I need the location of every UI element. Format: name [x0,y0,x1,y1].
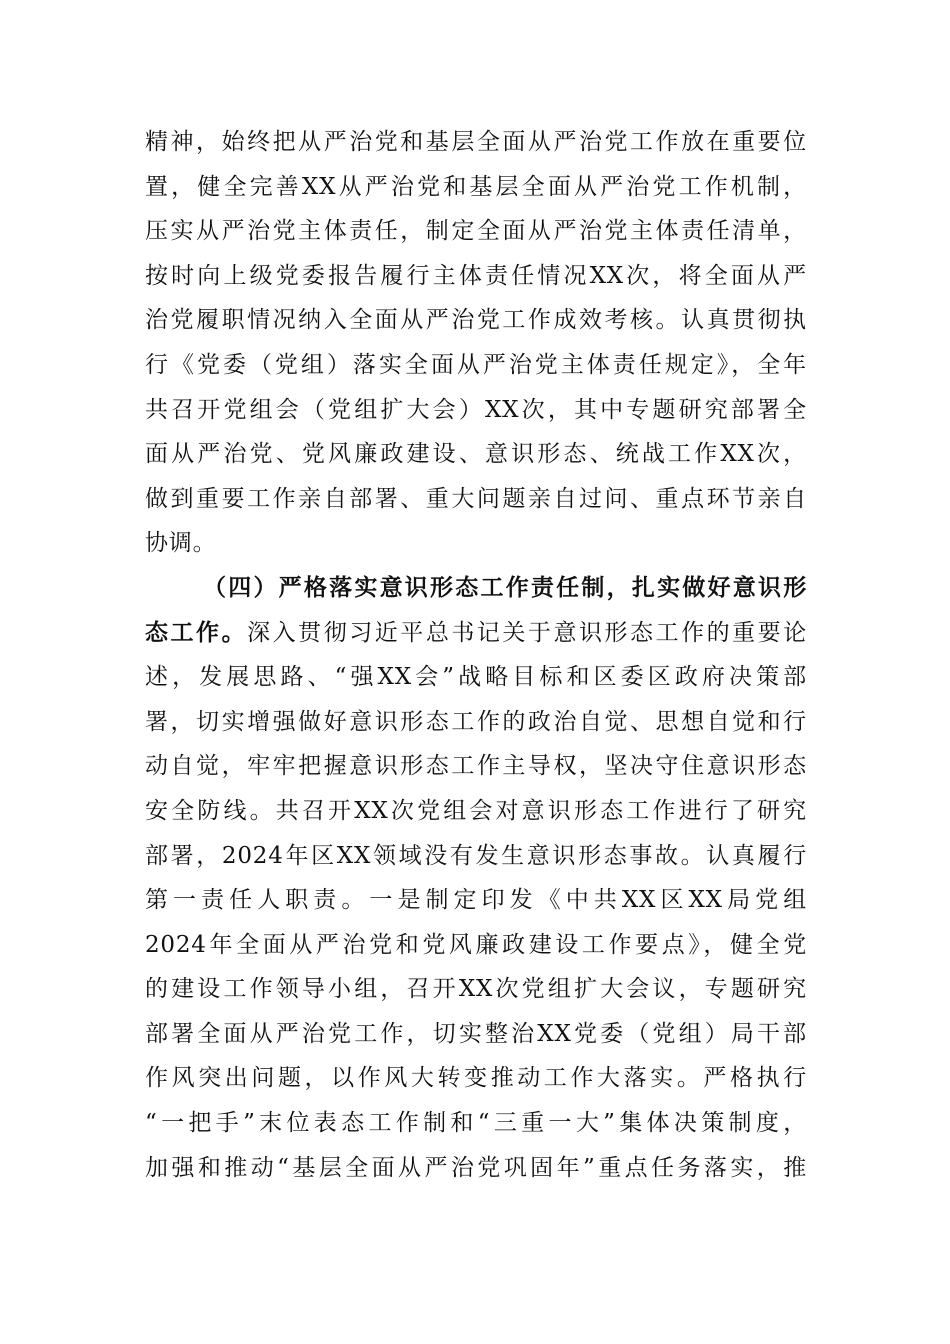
text-line: 部署全面从严治党工作，切实整治XX党委（党组）局干部 [145,1020,807,1047]
text-line: 压实从严治党主体责任，制定全面从严治党主体责任清单， [145,218,807,245]
text-line: 署，切实增强做好意识形态工作的政治自觉、思想自觉和行 [145,708,807,735]
text-line: 行《党委（党组）落实全面从严治党主体责任规定》，全年 [145,351,807,378]
document-body [145,120,807,1190]
text-line: 第一责任人职责。一是制定印发《中共XX区XX局党组 [145,887,807,914]
text-line: 面从严治党、党风廉政建设、意识形态、统战工作XX次， [145,441,807,468]
text-line: 置，健全完善XX从严治党和基层全面从严治党工作机制， [145,173,807,200]
text-line: 作风突出问题，以作风大转变推动工作大落实。严格执行 [145,1065,807,1092]
text-line: 述，发展思路、“强XX会”战略目标和区委区政府决策部 [145,664,807,691]
text-line: 协调。 [145,530,217,557]
section-heading-continuation-line [145,611,807,656]
text-line: 按时向上级党委报告履行主体责任情况XX次，将全面从严 [145,262,807,289]
text-line: 安全防线。共召开XX次党组会对意识形态工作进行了研究 [145,797,807,824]
text-line: 动自觉，牢牢把握意识形态工作主导权，坚决守住意识形态 [145,753,807,780]
text-line: 的建设工作领导小组，召开XX次党组扩大会议，专题研究 [145,976,807,1003]
text-line: “一把手”末位表态工作制和“三重一大”集体决策制度， [145,1110,807,1137]
text-line: 精神，始终把从严治党和基层全面从严治党工作放在重要位 [145,129,807,155]
text-line: 做到重要工作亲自部署、重大问题亲自过问、重点环节亲自 [145,485,807,512]
text-line: 共召开党组会（党组扩大会）XX次，其中专题研究部署全 [145,396,807,423]
section-heading-end: 态工作。 [145,618,248,646]
section-body-start: 深入贯彻习近平总书记关于意识形态工作的重要论 [247,619,808,646]
text-line: 部署，2024年区XX领域没有发生意识形态事故。认真履行 [145,842,807,869]
section-heading: （四）严格落实意识形态工作责任制，扎实做好意识形 [203,573,807,601]
text-line: 治党履职情况纳入全面从严治党工作成效考核。认真贯彻执 [145,307,807,334]
text-line: 加强和推动“基层全面从严治党巩固年”重点任务落实，推 [145,1154,807,1181]
text-line: 2024年全面从严治党和党风廉政建设工作要点》，健全党 [145,931,807,958]
